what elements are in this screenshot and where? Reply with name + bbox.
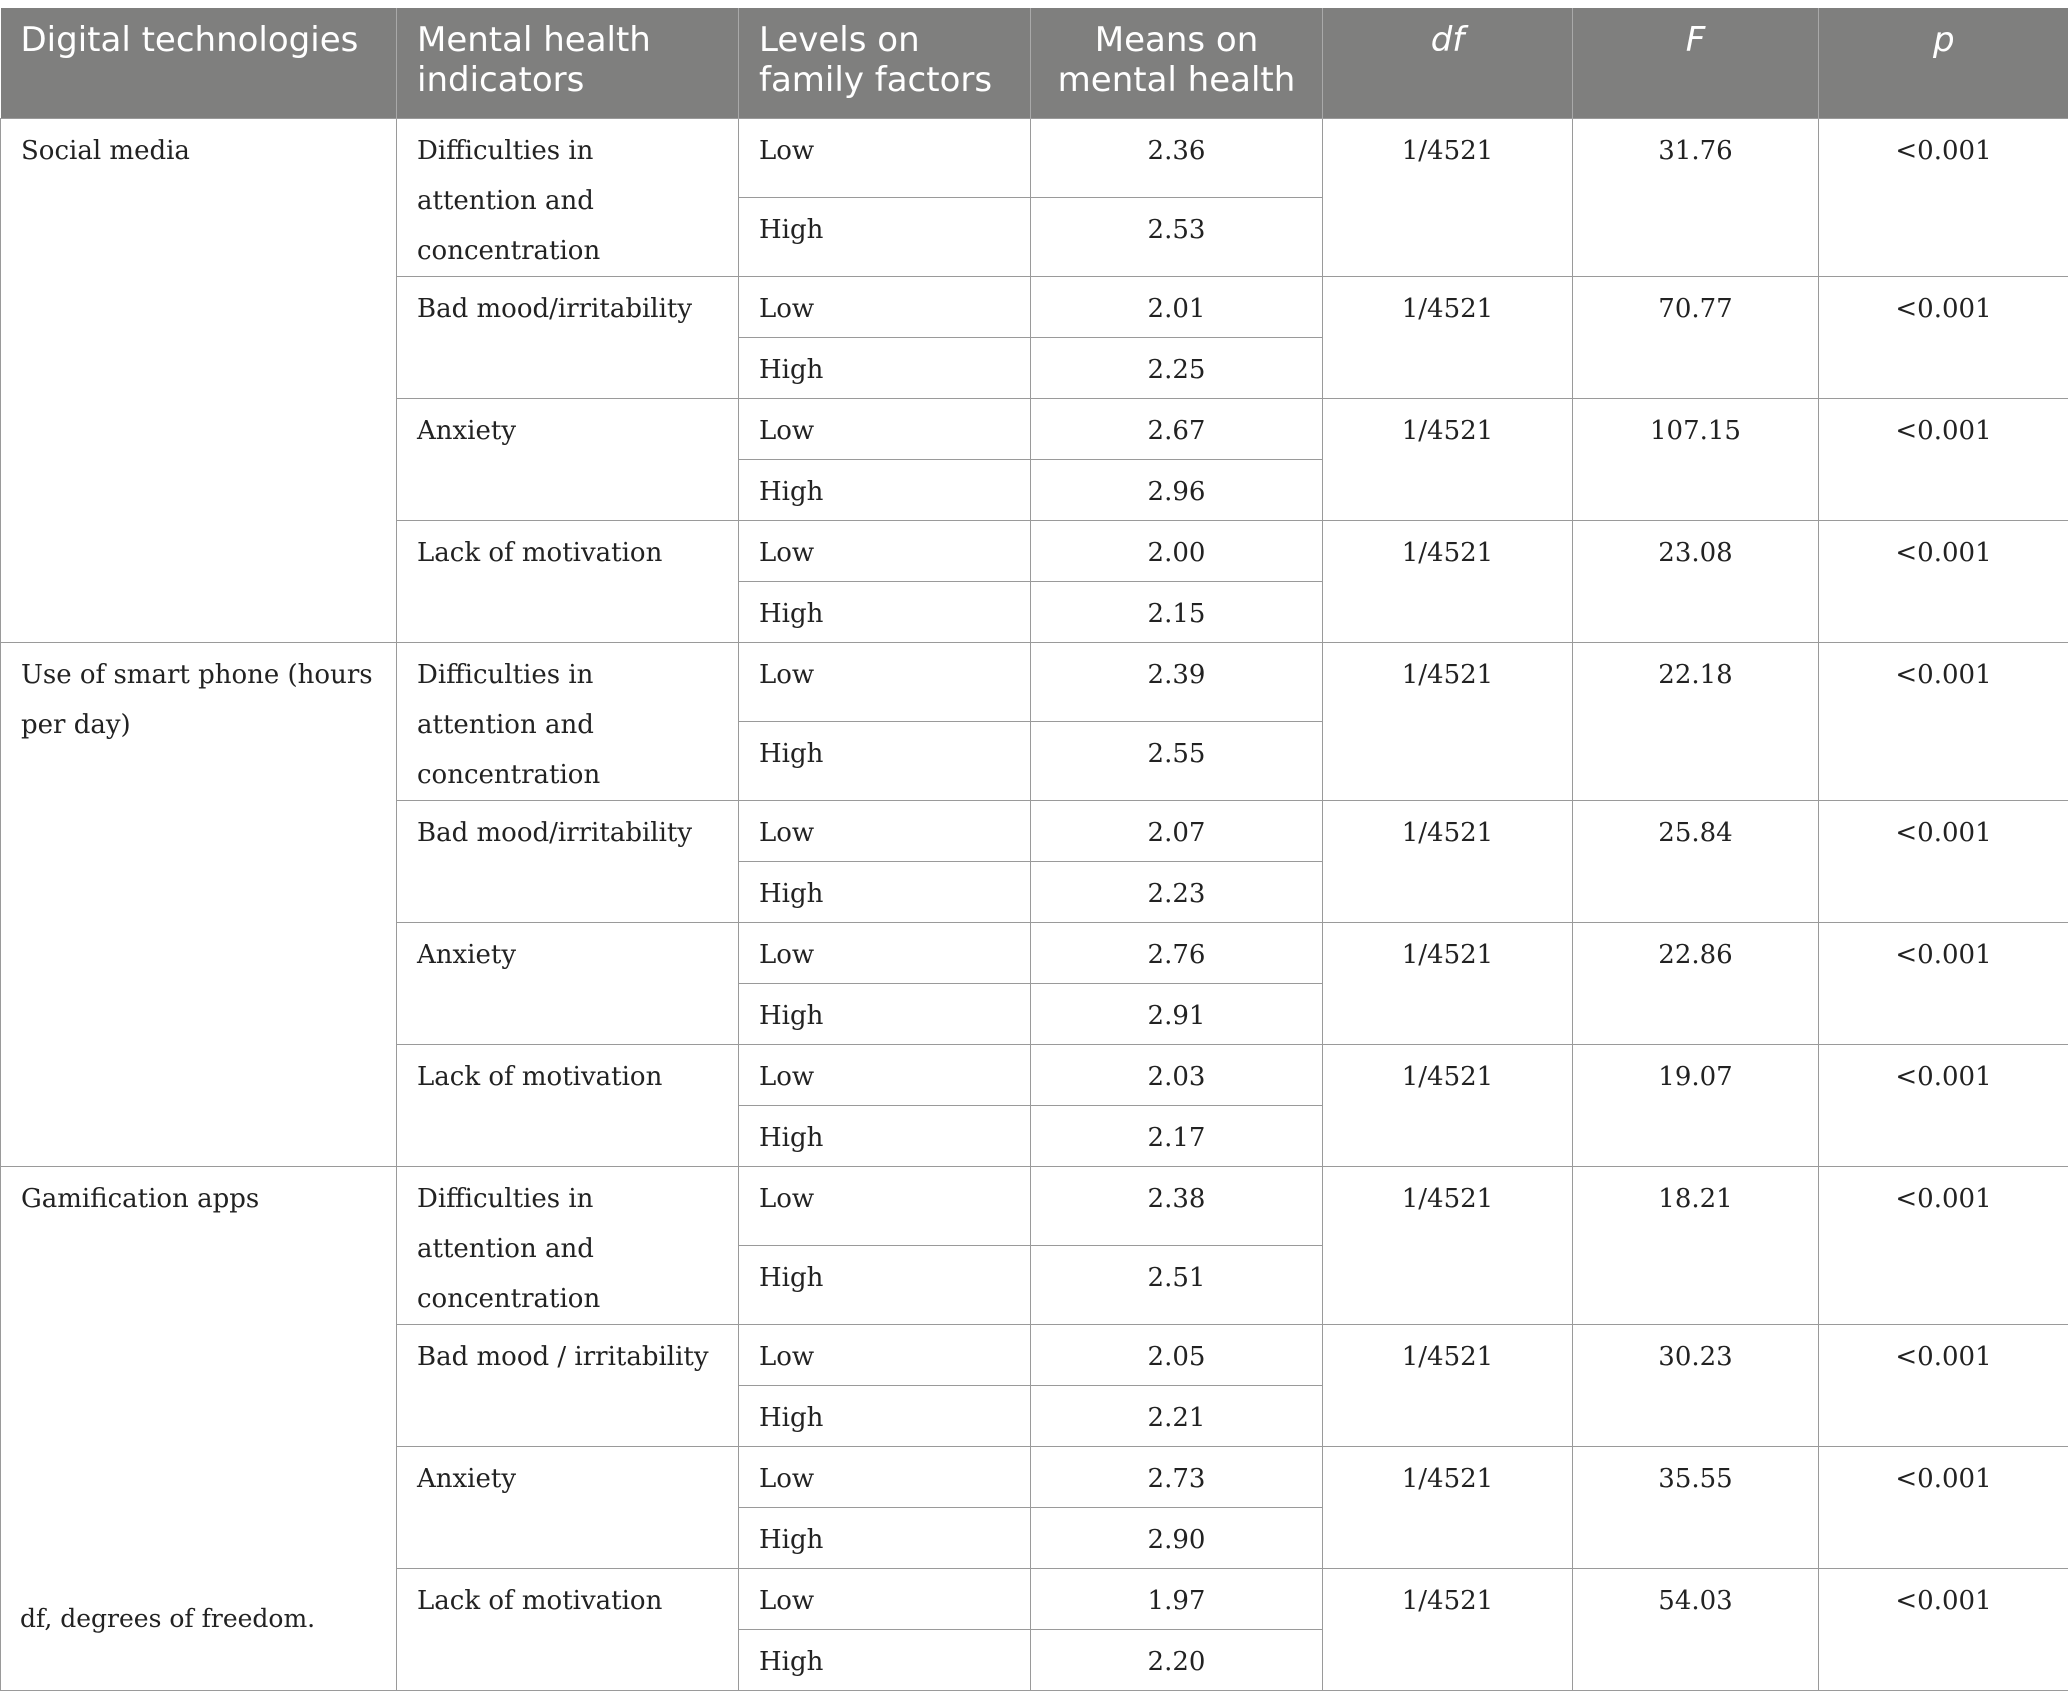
mean-low-cell: 2.01 [1031, 276, 1323, 337]
mean-high-cell: 2.51 [1031, 1245, 1323, 1324]
digital-technology-cell: Social media [1, 118, 397, 642]
level-high-cell: High [739, 1507, 1031, 1568]
mental-health-indicator-cell: Difficulties in attention and concentration [397, 642, 739, 800]
digital-technology-cell: Gamification apps [1, 1166, 397, 1690]
level-high-cell: High [739, 861, 1031, 922]
mental-health-indicator-cell: Lack of motivation [397, 1568, 739, 1690]
header-mental-health-indicators [397, 8, 739, 118]
df-cell: 1/4521 [1323, 1446, 1573, 1568]
level-high-cell: High [739, 459, 1031, 520]
header-levels-line2: family factors [759, 60, 992, 100]
df-cell: 1/4521 [1323, 398, 1573, 520]
df-cell: 1/4521 [1323, 1044, 1573, 1166]
level-high-cell: High [739, 1629, 1031, 1690]
header-f-text: F [1686, 20, 1706, 60]
f-value-cell: 107.15 [1573, 398, 1819, 520]
table-row [1, 118, 2068, 197]
table-body [1, 118, 2068, 1690]
level-low-cell: Low [739, 1044, 1031, 1105]
mental-health-indicator-cell: Bad mood/irritability [397, 276, 739, 398]
level-high-cell: High [739, 1245, 1031, 1324]
mental-health-indicator-cell: Lack of motivation [397, 520, 739, 642]
f-value-cell: 30.23 [1573, 1324, 1819, 1446]
mean-high-cell: 2.91 [1031, 983, 1323, 1044]
f-value-cell: 35.55 [1573, 1446, 1819, 1568]
mental-health-indicator-cell: Anxiety [397, 922, 739, 1044]
level-high-cell: High [739, 197, 1031, 276]
mean-high-cell: 2.90 [1031, 1507, 1323, 1568]
mental-health-indicator-cell: Difficulties in attention and concentration [397, 118, 739, 276]
p-value-cell: <0.001 [1819, 118, 2068, 276]
mental-health-indicator-cell: Bad mood / irritability [397, 1324, 739, 1446]
mean-low-cell: 2.00 [1031, 520, 1323, 581]
f-value-cell: 23.08 [1573, 520, 1819, 642]
mean-low-cell: 2.07 [1031, 800, 1323, 861]
p-value-cell: <0.001 [1819, 276, 2068, 398]
mean-high-cell: 2.17 [1031, 1105, 1323, 1166]
header-means [1031, 8, 1323, 118]
table-footnote: df, degrees of freedom. [20, 1604, 315, 1633]
p-value-cell: <0.001 [1819, 1568, 2068, 1690]
p-value-cell: <0.001 [1819, 1044, 2068, 1166]
mean-high-cell: 2.23 [1031, 861, 1323, 922]
header-mental-health-line2: indicators [417, 60, 584, 100]
df-cell: 1/4521 [1323, 520, 1573, 642]
mean-low-cell: 2.39 [1031, 642, 1323, 721]
mean-low-cell: 2.36 [1031, 118, 1323, 197]
header-levels-line1: Levels on [759, 20, 920, 60]
level-high-cell: High [739, 337, 1031, 398]
level-high-cell: High [739, 1105, 1031, 1166]
mental-health-indicator-cell: Anxiety [397, 398, 739, 520]
level-low-cell: Low [739, 642, 1031, 721]
level-high-cell: High [739, 983, 1031, 1044]
f-value-cell: 18.21 [1573, 1166, 1819, 1324]
header-f [1573, 8, 1819, 118]
mean-low-cell: 2.76 [1031, 922, 1323, 983]
header-df [1323, 8, 1573, 118]
level-low-cell: Low [739, 1446, 1031, 1507]
mean-low-cell: 2.05 [1031, 1324, 1323, 1385]
p-value-cell: <0.001 [1819, 922, 2068, 1044]
f-value-cell: 22.18 [1573, 642, 1819, 800]
mean-low-cell: 2.38 [1031, 1166, 1323, 1245]
p-value-cell: <0.001 [1819, 520, 2068, 642]
level-low-cell: Low [739, 1324, 1031, 1385]
level-low-cell: Low [739, 1166, 1031, 1245]
level-low-cell: Low [739, 800, 1031, 861]
table-row [1, 1166, 2068, 1245]
df-cell: 1/4521 [1323, 1568, 1573, 1690]
mean-high-cell: 2.55 [1031, 721, 1323, 800]
level-high-cell: High [739, 721, 1031, 800]
level-low-cell: Low [739, 118, 1031, 197]
f-value-cell: 19.07 [1573, 1044, 1819, 1166]
mean-high-cell: 2.53 [1031, 197, 1323, 276]
header-df-text: df [1431, 20, 1465, 60]
mean-low-cell: 2.73 [1031, 1446, 1323, 1507]
f-value-cell: 70.77 [1573, 276, 1819, 398]
df-cell: 1/4521 [1323, 276, 1573, 398]
mean-high-cell: 2.96 [1031, 459, 1323, 520]
header-digital-technologies [1, 8, 397, 118]
mental-health-indicator-cell: Lack of motivation [397, 1044, 739, 1166]
f-value-cell: 22.86 [1573, 922, 1819, 1044]
df-cell: 1/4521 [1323, 118, 1573, 276]
p-value-cell: <0.001 [1819, 642, 2068, 800]
results-table-container [0, 8, 2068, 1691]
table-row [1, 642, 2068, 721]
p-value-cell: <0.001 [1819, 1324, 2068, 1446]
header-means-line1: Means on [1095, 20, 1259, 60]
results-table [0, 8, 2068, 1691]
level-high-cell: High [739, 1385, 1031, 1446]
df-cell: 1/4521 [1323, 800, 1573, 922]
mean-low-cell: 2.67 [1031, 398, 1323, 459]
header-digital-technologies-text: Digital technologies [21, 20, 359, 60]
mean-high-cell: 2.21 [1031, 1385, 1323, 1446]
table-header [1, 8, 2068, 118]
header-means-line2: mental health [1058, 60, 1296, 100]
p-value-cell: <0.001 [1819, 1166, 2068, 1324]
df-cell: 1/4521 [1323, 642, 1573, 800]
mean-high-cell: 2.15 [1031, 581, 1323, 642]
header-p-text: p [1933, 20, 1955, 60]
mental-health-indicator-cell: Anxiety [397, 1446, 739, 1568]
level-low-cell: Low [739, 1568, 1031, 1629]
df-cell: 1/4521 [1323, 922, 1573, 1044]
digital-technology-cell: Use of smart phone (hours per day) [1, 642, 397, 1166]
p-value-cell: <0.001 [1819, 1446, 2068, 1568]
df-cell: 1/4521 [1323, 1166, 1573, 1324]
mean-high-cell: 2.25 [1031, 337, 1323, 398]
mental-health-indicator-cell: Bad mood/irritability [397, 800, 739, 922]
level-low-cell: Low [739, 276, 1031, 337]
level-high-cell: High [739, 581, 1031, 642]
mean-high-cell: 2.20 [1031, 1629, 1323, 1690]
f-value-cell: 54.03 [1573, 1568, 1819, 1690]
level-low-cell: Low [739, 922, 1031, 983]
mental-health-indicator-cell: Difficulties in attention and concentration [397, 1166, 739, 1324]
header-p [1819, 8, 2068, 118]
f-value-cell: 31.76 [1573, 118, 1819, 276]
header-mental-health-line1: Mental health [417, 20, 651, 60]
df-cell: 1/4521 [1323, 1324, 1573, 1446]
mean-low-cell: 2.03 [1031, 1044, 1323, 1105]
p-value-cell: <0.001 [1819, 398, 2068, 520]
header-row [1, 8, 2068, 118]
level-low-cell: Low [739, 398, 1031, 459]
p-value-cell: <0.001 [1819, 800, 2068, 922]
header-levels [739, 8, 1031, 118]
mean-low-cell: 1.97 [1031, 1568, 1323, 1629]
level-low-cell: Low [739, 520, 1031, 581]
f-value-cell: 25.84 [1573, 800, 1819, 922]
